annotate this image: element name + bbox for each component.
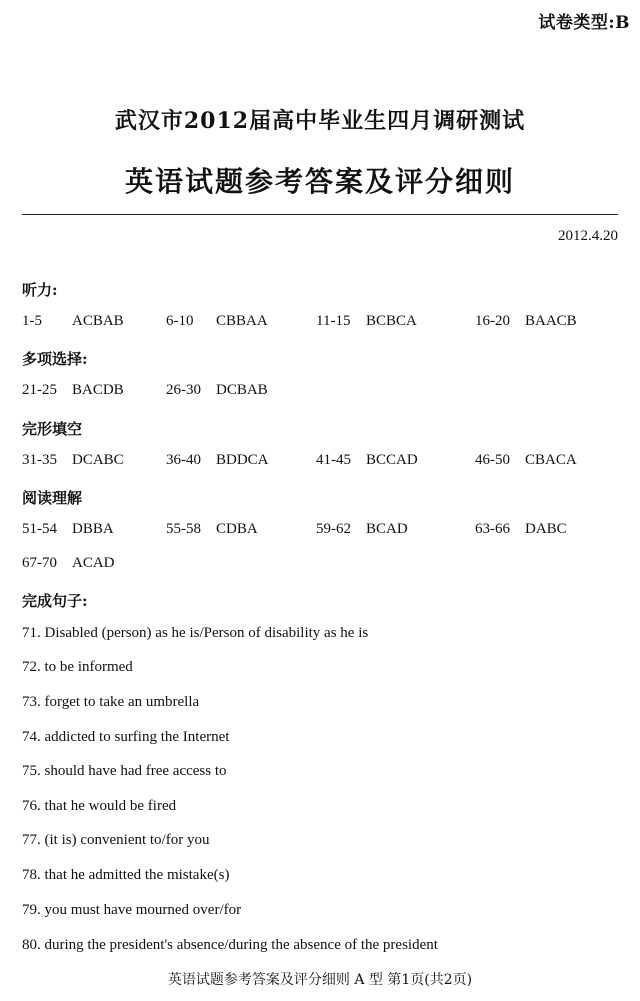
question-range: 26-30	[166, 382, 201, 398]
answer-key: BAACB	[525, 313, 577, 329]
answer-group	[22, 313, 124, 330]
question-range: 16-20	[475, 313, 510, 329]
sentence-answer: 74. addicted to surfing the Internet	[22, 729, 230, 745]
answer-key: BACDB	[72, 382, 124, 398]
paper-type-label: 试卷类型:B	[538, 13, 630, 33]
answer-key: CBBAA	[216, 313, 268, 329]
answer-group	[22, 521, 114, 538]
question-range: 11-15	[316, 313, 351, 329]
answer-key: BCCAD	[366, 452, 418, 468]
sentence-answer: 72. to be informed	[22, 659, 133, 675]
answer-key: CBACA	[525, 452, 577, 468]
question-range: 46-50	[475, 452, 510, 468]
question-range: 51-54	[22, 521, 57, 537]
answer-group	[475, 521, 567, 538]
question-range: 55-58	[166, 521, 201, 537]
question-range: 67-70	[22, 555, 57, 571]
answer-key: CDBA	[216, 521, 258, 537]
answer-row	[22, 313, 622, 333]
question-range: 63-66	[475, 521, 510, 537]
sentence-answer: 73. forget to take an umbrella	[22, 694, 200, 710]
section-heading-reading: 阅读理解	[22, 489, 83, 507]
answer-group	[166, 521, 258, 538]
section-heading-sentence-completion: 完成句子:	[22, 592, 88, 610]
sentence-answer: 76. that he would be fired	[22, 798, 177, 814]
answer-key: BCBCA	[366, 313, 417, 329]
answer-key: DCBAB	[216, 382, 268, 398]
exam-date: 2012.4.20	[558, 228, 618, 244]
answer-row	[22, 452, 622, 472]
section-heading-multiple-choice: 多项选择:	[22, 350, 88, 368]
document-title: 英语试题参考答案及评分细则	[124, 165, 515, 198]
answer-group	[166, 382, 268, 399]
answer-group	[316, 313, 417, 330]
answer-group	[316, 521, 408, 538]
question-range: 6-10	[166, 313, 194, 329]
answer-row	[22, 382, 622, 402]
answer-key: ACAD	[72, 555, 115, 571]
answer-group	[475, 452, 577, 469]
question-range: 21-25	[22, 382, 57, 398]
answer-key: DABC	[525, 521, 567, 537]
exam-title: 武汉市2012届高中毕业生四月调研测试	[114, 108, 526, 134]
question-range: 1-5	[22, 313, 42, 329]
question-range: 41-45	[316, 452, 351, 468]
answer-row	[22, 555, 622, 575]
answer-key: ACBAB	[72, 313, 124, 329]
answer-group	[166, 452, 269, 469]
sentence-answer: 75. should have had free access to	[22, 763, 227, 779]
answer-group	[316, 452, 418, 469]
sentence-answer: 80. during the president's absence/during the absence of the president	[22, 937, 438, 953]
sentence-answer: 78. that he admitted the mistake(s)	[22, 867, 230, 883]
question-range: 59-62	[316, 521, 351, 537]
question-range: 31-35	[22, 452, 57, 468]
answer-group	[22, 555, 115, 572]
section-heading-listening: 听力:	[22, 281, 58, 299]
answer-group	[22, 382, 124, 399]
sentence-answer: 77. (it is) convenient to/for you	[22, 832, 210, 848]
title-divider	[22, 214, 618, 215]
sentence-answer: 71. Disabled (person) as he is/Person of disability as he is	[22, 625, 369, 641]
answer-group	[475, 313, 577, 330]
section-heading-cloze: 完形填空	[22, 420, 83, 438]
answer-key: BDDCA	[216, 452, 269, 468]
sentence-answer: 79. you must have mourned over/for	[22, 902, 242, 918]
page-footer: 英语试题参考答案及评分细则 A 型 第1页(共2页)	[167, 972, 473, 988]
answer-group	[166, 313, 268, 330]
answer-key: DCABC	[72, 452, 124, 468]
answer-key: BCAD	[366, 521, 408, 537]
answer-group	[22, 452, 124, 469]
answer-key: DBBA	[72, 521, 114, 537]
answer-row	[22, 521, 622, 541]
question-range: 36-40	[166, 452, 201, 468]
